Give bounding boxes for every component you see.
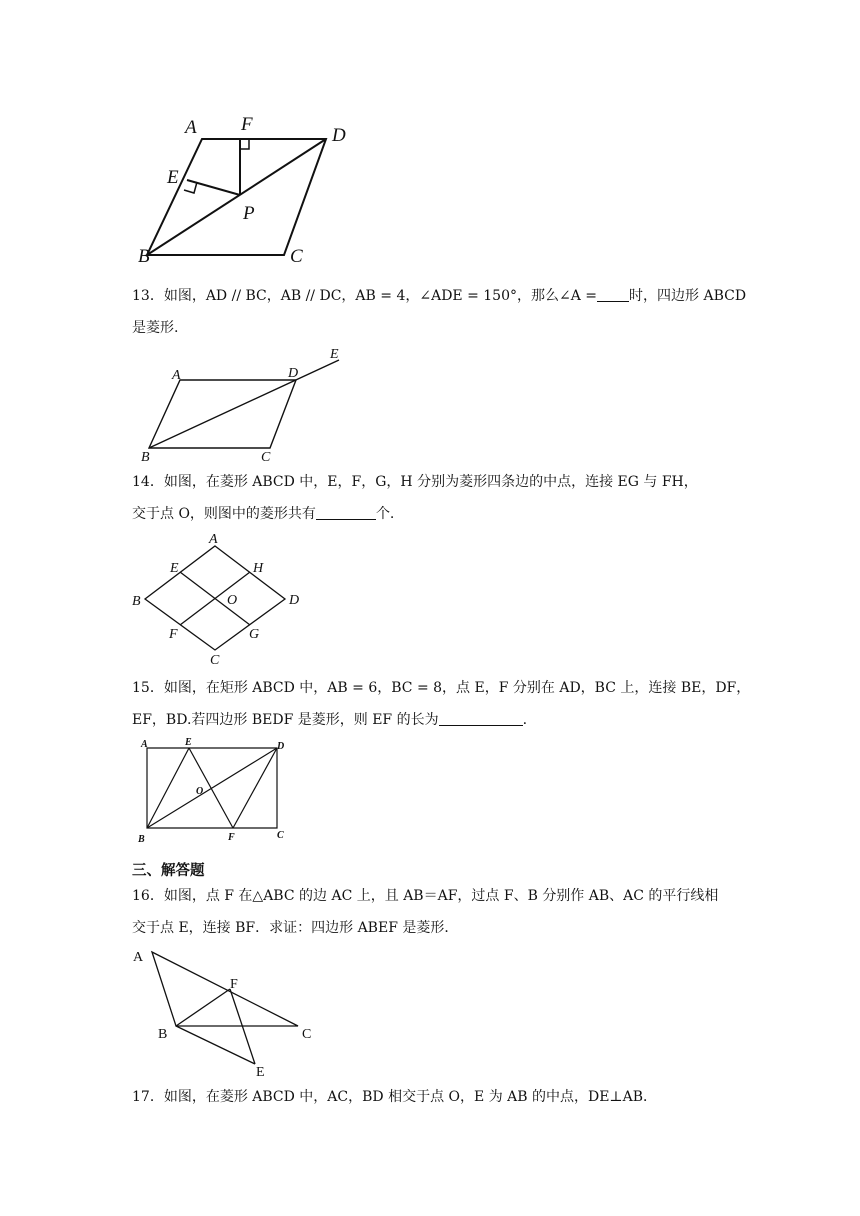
figure-q16 xyxy=(130,940,330,1080)
question-15 xyxy=(132,672,751,736)
answer-blank-q13[interactable] xyxy=(597,287,629,302)
label-c: C xyxy=(290,246,303,267)
q16-line1: 16．如图，点 F 在△ABC 的边 AC 上，且 AB＝AF，过点 F、B 分别作 AB、AC 的平行线相 xyxy=(132,888,719,904)
label-f: F xyxy=(230,977,238,992)
q13-line1: 13．如图，AD // BC，AB // DC，AB = 4，∠ADE = 150°，那么∠A = xyxy=(132,288,598,304)
question-16 xyxy=(132,880,742,944)
figure-q14 xyxy=(128,530,318,670)
label-g: G xyxy=(249,627,260,642)
label-a: A xyxy=(185,117,197,138)
segment-fd xyxy=(233,748,277,828)
question-14 xyxy=(132,466,742,530)
label-c: C xyxy=(261,450,271,465)
question-13 xyxy=(132,280,747,344)
label-b: B xyxy=(132,594,141,609)
q13-line1-end: 时，四边形 ABCD xyxy=(629,288,747,304)
label-b: B xyxy=(141,450,150,465)
label-h: H xyxy=(253,561,264,576)
label-c: C xyxy=(277,830,284,841)
question-17 xyxy=(132,1081,742,1113)
figure-q13 xyxy=(134,345,354,467)
q13-line2: 是菱形. xyxy=(132,320,179,336)
label-e: E xyxy=(330,347,339,362)
label-e: E xyxy=(256,1065,265,1080)
label-p: P xyxy=(243,203,255,224)
q16-line2: 交于点 E，连接 BF．求证：四边形 ABEF 是菱形． xyxy=(132,920,459,936)
label-a: A xyxy=(141,739,148,750)
label-o: O xyxy=(196,786,204,797)
q15-line2: EF，BD.若四边形 BEDF 是菱形，则 EF 的长为 xyxy=(132,712,439,728)
right-angle-mark-e xyxy=(184,182,197,193)
diagonal-bd xyxy=(147,748,277,828)
triangle-abc xyxy=(152,952,298,1026)
label-f: F xyxy=(241,114,253,135)
q17-line1: 17．如图，在菱形 ABCD 中，AC，BD 相交于点 O，E 为 AB 的中点，DE⊥AB． xyxy=(132,1089,657,1105)
q15-line2-end: . xyxy=(522,712,528,728)
q15-line1: 15．如图，在矩形 ABCD 中，AB = 6，BC = 8，点 E，F 分别在 AD，BC 上，连接 BE，DF， xyxy=(132,680,751,696)
figure-q15 xyxy=(134,734,299,852)
label-e: E xyxy=(185,737,192,748)
label-b: B xyxy=(158,1027,168,1042)
answer-blank-q14[interactable] xyxy=(316,505,376,520)
label-a: A xyxy=(172,368,181,383)
label-c: C xyxy=(302,1027,312,1042)
right-angle-mark-f xyxy=(240,139,249,149)
label-a: A xyxy=(209,532,218,547)
label-d: D xyxy=(277,741,285,752)
answer-blank-q15[interactable] xyxy=(439,711,523,726)
segment-be xyxy=(147,748,189,828)
q14-line1: 14．如图，在菱形 ABCD 中，E，F，G，H 分别为菱形四条边的中点，连接 EG 与 FH， xyxy=(132,474,698,490)
q14-line2: 交于点 O，则图中的菱形共有 xyxy=(132,506,316,522)
section-heading-answers: 三、解答题 xyxy=(132,863,205,879)
label-e: E xyxy=(170,561,179,576)
label-d: D xyxy=(288,366,299,381)
label-b: B xyxy=(138,246,150,267)
label-c: C xyxy=(210,653,220,668)
segment-be xyxy=(176,1026,255,1064)
label-o: O xyxy=(227,593,238,608)
figure-q12 xyxy=(130,112,360,272)
label-e: E xyxy=(167,167,179,188)
label-b: B xyxy=(138,834,145,845)
label-f: F xyxy=(169,627,178,642)
label-d: D xyxy=(289,593,300,608)
q14-line2-end: 个. xyxy=(375,506,395,522)
label-a: A xyxy=(133,950,144,965)
segment-bf xyxy=(176,989,230,1026)
label-f: F xyxy=(228,832,235,843)
label-d: D xyxy=(332,125,346,146)
